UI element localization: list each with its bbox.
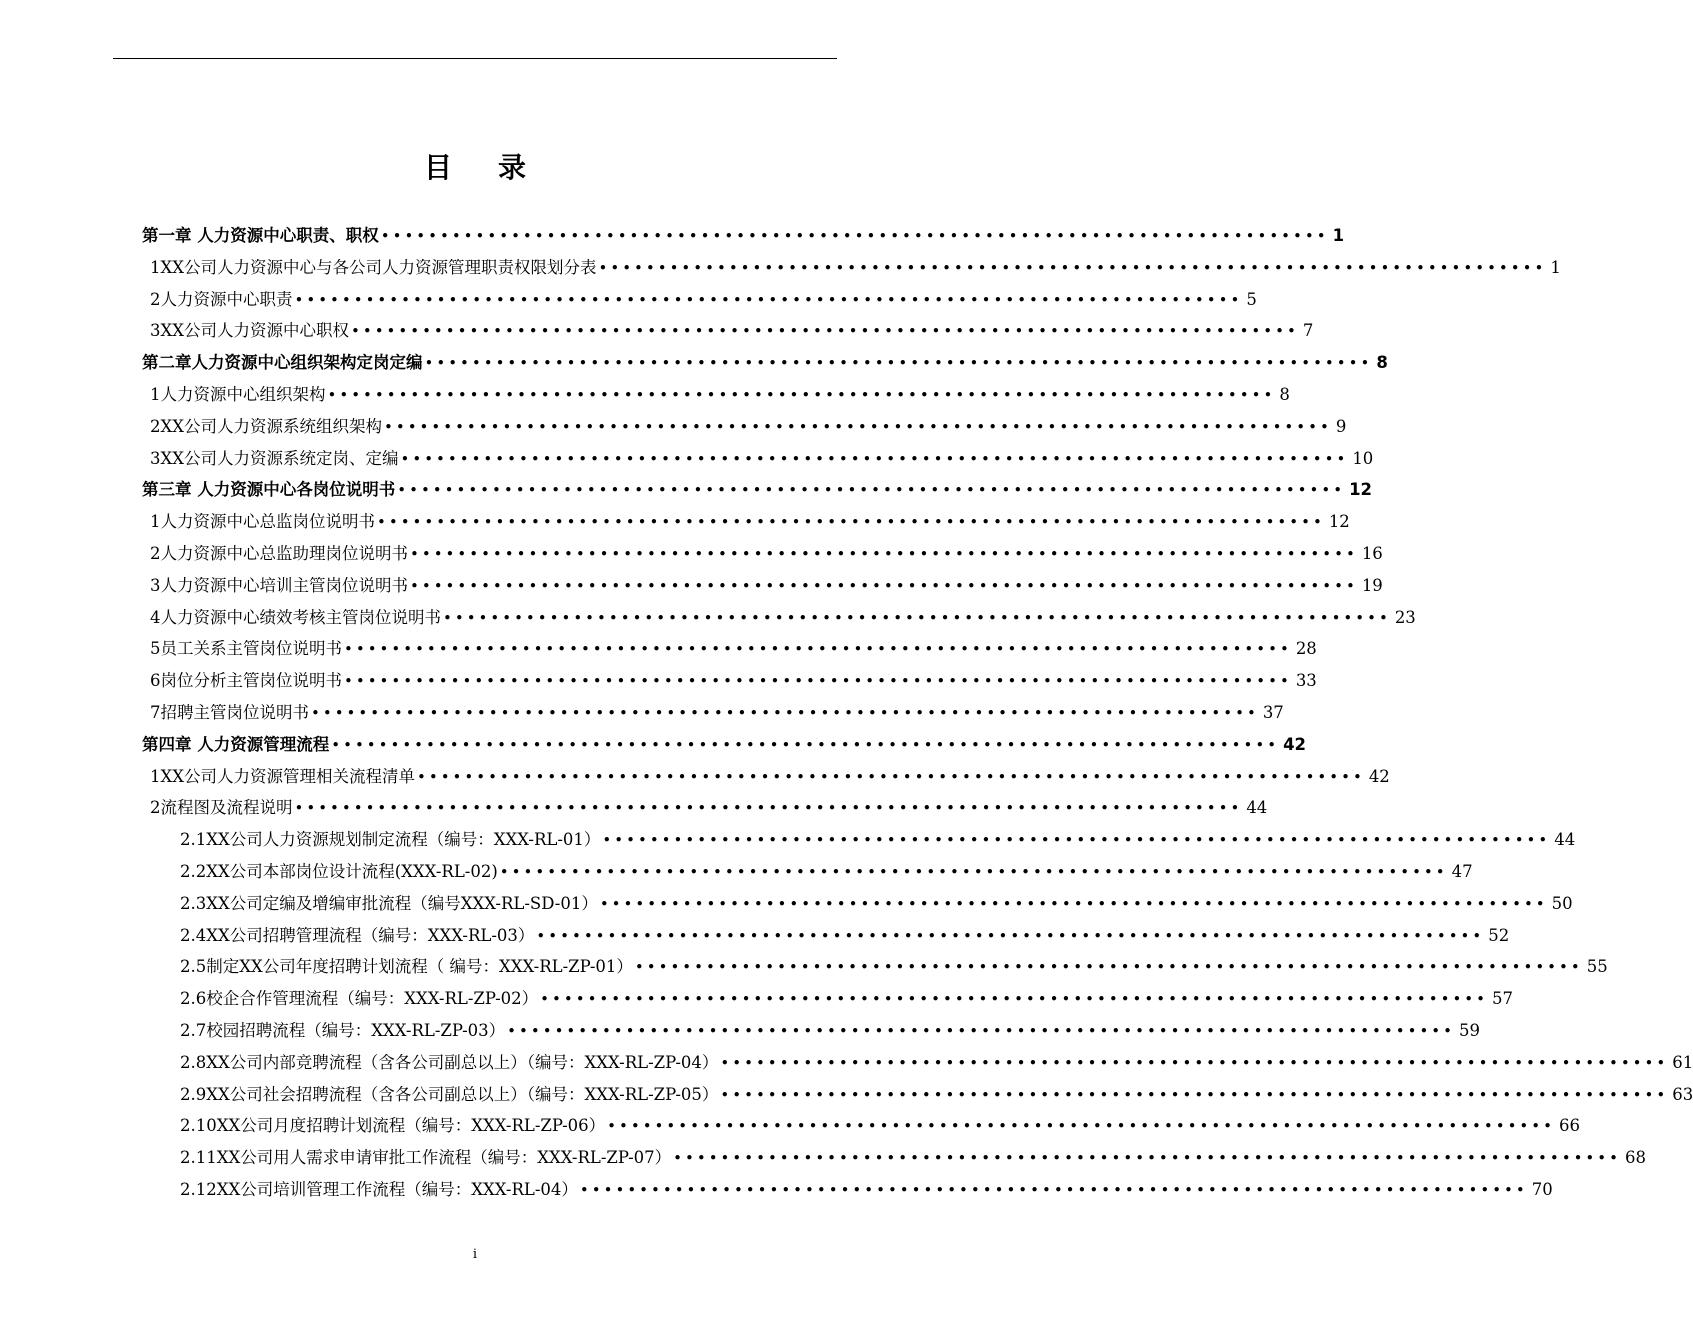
toc-page-number: 55 — [1586, 957, 1608, 977]
toc-section-entry[interactable] — [150, 286, 1257, 316]
toc-entry-text: 2.10XX公司月度招聘计划流程（编号：XXX-RL-ZP-06） — [180, 1116, 606, 1136]
toc-leader-dots: •••••••••••••••••••••••••••••••••••••••••••••••••••••••••••••••••••••••••••••••• — [424, 354, 1373, 373]
toc-leader-dots: •••••••••••••••••••••••••••••••••••••••••••••••••••••••••••••••••••••••••••••••• — [540, 990, 1488, 1009]
toc-entry-text: 2.11XX公司用人需求申请审批工作流程（编号：XXX-RL-ZP-07） — [180, 1148, 672, 1168]
page-number: i — [472, 1247, 478, 1262]
toc-leader-dots: •••••••••••••••••••••••••••••••••••••••••••••••••••••••••••••••••••••••••••••••• — [579, 1181, 1528, 1199]
toc-leader-dots: •••••••••••••••••••••••••••••••••••••••••••••••••••••••••••••••••••••••••••••••• — [384, 417, 1332, 436]
toc-page-number: 50 — [1551, 893, 1573, 913]
toc-leader-dots: •••••••••••••••••••••••••••••••••••••••••••••••••••••••••••••••••••••••••••••••• — [331, 735, 1280, 754]
toc-leader-dots: •••••••••••••••••••••••••••••••••••••••••••••••••••••••••••••••••••••••••••••••• — [351, 322, 1299, 341]
toc-page-number: 68 — [1624, 1148, 1646, 1168]
toc-leader-dots: •••••••••••••••••••••••••••••••••••••••••••••••••••••••••••••••••••••••••••••••• — [607, 1117, 1555, 1136]
toc-subsection-entry[interactable] — [180, 1049, 1693, 1079]
toc-page-number: 12 — [1349, 480, 1373, 500]
toc-subsection-entry[interactable] — [180, 1144, 1646, 1174]
toc-leader-dots: •••••••••••••••••••••••••••••••••••••••••••••••••••••••••••••••••••••••••••••••• — [410, 576, 1358, 595]
toc-leader-dots: •••••••••••••••••••••••••••••••••••••••••••••••••••••••••••••••••••••••••••••••• — [294, 290, 1243, 309]
toc-entry-text: 1人力资源中心组织架构 — [150, 385, 326, 404]
toc-entry-text: 2.5制定XX公司年度招聘计划流程（ 编号：XXX-RL-ZP-01） — [180, 957, 633, 977]
toc-page-number: 66 — [1558, 1116, 1580, 1136]
toc-leader-dots: •••••••••••••••••••••••••••••••••••••••••••••••••••••••••••••••••••••••••••••••• — [327, 386, 1276, 404]
toc-leader-dots: •••••••••••••••••••••••••••••••••••••••••••••••••••••••••••••••••••••••••••••••• — [507, 1022, 1455, 1040]
toc-entry-text: 2.1XX公司人力资源规划制定流程（编号：XXX-RL-01） — [180, 830, 601, 850]
toc-leader-dots: •••••••••••••••••••••••••••••••••••••••••••••••••••••••••••••••••••••••••••••••• — [344, 640, 1292, 659]
toc-entry-text: 第四章 人力资源管理流程 — [142, 734, 330, 754]
toc-chapter-entry[interactable] — [142, 731, 1307, 761]
toc-chapter-entry[interactable] — [142, 222, 1345, 252]
toc-section-entry[interactable] — [150, 413, 1347, 443]
toc-section-entry[interactable] — [150, 317, 1314, 347]
toc-subsection-entry[interactable] — [180, 826, 1576, 856]
toc-page-number: 42 — [1368, 766, 1390, 786]
toc-subsection-entry[interactable] — [180, 1017, 1480, 1047]
toc-entry-text: 3人力资源中心培训主管岗位说明书 — [150, 575, 408, 595]
toc-subsection-entry[interactable] — [180, 890, 1573, 920]
toc-page-number: 61 — [1672, 1052, 1693, 1072]
toc-entry-text: 6岗位分析主管岗位说明书 — [150, 671, 342, 691]
toc-page-number: 42 — [1283, 734, 1307, 754]
toc-page-number: 10 — [1352, 448, 1374, 468]
toc-leader-dots: •••••••••••••••••••••••••••••••••••••••••••••••••••••••••••••••••••••••••••••••• — [294, 799, 1243, 818]
toc-entry-text: 2XX公司人力资源系统组织架构 — [150, 416, 382, 436]
toc-section-entry[interactable] — [150, 508, 1350, 538]
toc-entry-text: 5员工关系主管岗位说明书 — [150, 639, 342, 659]
toc-subsection-entry[interactable] — [180, 858, 1473, 888]
toc-leader-dots: •••••••••••••••••••••••••••••••••••••••••••••••••••••••••••••••••••••••••••••••• — [344, 672, 1292, 691]
toc-section-entry[interactable] — [150, 604, 1416, 634]
toc-section-entry[interactable] — [150, 445, 1374, 475]
toc-entry-text: 2.9XX公司社会招聘流程（含各公司副总以上）（编号：XXX-RL-ZP-05） — [180, 1084, 719, 1104]
toc-entry-text: 2.4XX公司招聘管理流程（编号：XXX-RL-03） — [180, 925, 535, 945]
toc-page-number: 8 — [1376, 353, 1388, 373]
toc-page-number: 52 — [1488, 925, 1510, 945]
toc-leader-dots: •••••••••••••••••••••••••••••••••••••••••••••••••••••••••••••••••••••••••••••••• — [599, 894, 1548, 913]
toc-page-number: 7 — [1302, 321, 1314, 341]
toc-page-number: 44 — [1554, 830, 1576, 850]
toc-section-entry[interactable] — [150, 254, 1561, 284]
toc-page-number: 70 — [1531, 1180, 1553, 1199]
toc-page-number: 59 — [1458, 1021, 1480, 1040]
toc-leader-dots: •••••••••••••••••••••••••••••••••••••••••••••••••••••••••••••••••••••••••••••••• — [380, 227, 1329, 245]
toc-chapter-entry[interactable] — [142, 476, 1373, 506]
toc-entry-text: 2人力资源中心职责 — [150, 289, 293, 309]
toc-entry-text: 2.7校园招聘流程（编号：XXX-RL-ZP-03） — [180, 1021, 506, 1040]
toc-subsection-entry[interactable] — [180, 1081, 1693, 1111]
toc-page-number: 12 — [1328, 512, 1350, 532]
toc-leader-dots: •••••••••••••••••••••••••••••••••••••••••••••••••••••••••••••••••••••••••••••••• — [410, 545, 1358, 563]
toc-leader-dots: •••••••••••••••••••••••••••••••••••••••••••••••••••••••••••••••••••••••••••••••• — [417, 767, 1365, 786]
toc-section-entry[interactable] — [150, 794, 1268, 824]
toc-page-number: 5 — [1246, 289, 1257, 309]
toc-leader-dots: •••••••••••••••••••••••••••••••••••••••••••••••••••••••••••••••••••••••••••••••• — [311, 704, 1259, 722]
toc-page-number: 28 — [1295, 639, 1317, 659]
toc-section-entry[interactable] — [150, 699, 1284, 729]
toc-entry-text: 3XX公司人力资源系统定岗、定编 — [150, 448, 399, 468]
toc-page-number: 47 — [1451, 862, 1473, 881]
toc-section-entry[interactable] — [150, 763, 1390, 793]
toc-section-entry[interactable] — [150, 381, 1290, 411]
toc-entry-text: 7招聘主管岗位说明书 — [150, 703, 309, 722]
toc-page-number: 19 — [1361, 575, 1383, 595]
toc-subsection-entry[interactable] — [180, 922, 1510, 952]
toc-entry-text: 第三章 人力资源中心各岗位说明书 — [142, 480, 396, 500]
toc-page-number: 16 — [1361, 544, 1383, 563]
toc-leader-dots: •••••••••••••••••••••••••••••••••••••••••••••••••••••••••••••••••••••••••••••••• — [499, 863, 1448, 881]
toc-chapter-entry[interactable] — [142, 349, 1388, 379]
toc-page-number: 57 — [1491, 989, 1513, 1009]
toc-section-entry[interactable] — [150, 635, 1317, 665]
toc-page-number: 1 — [1550, 257, 1561, 277]
toc-entry-text: 第二章人力资源中心组织架构定岗定编 — [142, 353, 423, 373]
toc-leader-dots: •••••••••••••••••••••••••••••••••••••••••••••••••••••••••••••••••••••••••••••••• — [536, 926, 1485, 945]
header-rule — [113, 58, 837, 59]
toc-entry-text: 2.6校企合作管理流程（编号：XXX-RL-ZP-02） — [180, 989, 539, 1009]
toc-page-number: 37 — [1262, 703, 1284, 722]
toc-leader-dots: •••••••••••••••••••••••••••••••••••••••••••••••••••••••••••••••••••••••••••••••• — [673, 1149, 1621, 1168]
toc-entry-text: 2.3XX公司定编及增编审批流程（编号XXX-RL-SD-01） — [180, 893, 598, 913]
toc-page-number: 8 — [1279, 385, 1290, 404]
toc-subsection-entry[interactable] — [180, 985, 1513, 1015]
toc-leader-dots: •••••••••••••••••••••••••••••••••••••••••••••••••••••••••••••••••••••••••••••••• — [400, 449, 1349, 468]
toc-page-number: 1 — [1332, 226, 1345, 245]
toc-section-entry[interactable] — [150, 540, 1383, 570]
toc-entry-text: 3XX公司人力资源中心职权 — [150, 321, 349, 341]
toc-page-number: 23 — [1394, 607, 1416, 627]
toc-subsection-entry[interactable] — [180, 1176, 1553, 1206]
toc-entry-text: 2.2XX公司本部岗位设计流程(XXX-RL-02) — [180, 862, 498, 881]
page-title: 目录 — [423, 151, 572, 184]
toc-leader-dots: •••••••••••••••••••••••••••••••••••••••••••••••••••••••••••••••••••••••••••••••• — [598, 258, 1547, 277]
toc-leader-dots: •••••••••••••••••••••••••••••••••••••••••••••••••••••••••••••••••••••••••••••••• — [397, 481, 1346, 500]
toc-entry-text: 4人力资源中心绩效考核主管岗位说明书 — [150, 607, 441, 627]
toc-leader-dots: •••••••••••••••••••••••••••••••••••••••••••••••••••••••••••••••••••••••••••••••• — [602, 831, 1551, 850]
toc-entry-text: 第一章 人力资源中心职责、职权 — [142, 226, 379, 245]
toc-leader-dots: •••••••••••••••••••••••••••••••••••••••••••••••••••••••••••••••••••••••••••••••• — [377, 513, 1325, 532]
toc-entry-text: 2人力资源中心总监助理岗位说明书 — [150, 544, 408, 563]
toc-subsection-entry[interactable] — [180, 953, 1608, 983]
toc-section-entry[interactable] — [150, 667, 1317, 697]
toc-page-number: 63 — [1672, 1084, 1693, 1104]
toc-entry-text: 1人力资源中心总监岗位说明书 — [150, 512, 375, 532]
toc-entry-text: 2.12XX公司培训管理工作流程（编号：XXX-RL-04） — [180, 1180, 578, 1199]
toc-page-number: 44 — [1246, 798, 1268, 818]
toc-leader-dots: •••••••••••••••••••••••••••••••••••••••••••••••••••••••••••••••••••••••••••••••• — [634, 958, 1583, 977]
toc-leader-dots: •••••••••••••••••••••••••••••••••••••••••••••••••••••••••••••••••••••••••••••••• — [443, 608, 1391, 627]
toc-entry-text: 2流程图及流程说明 — [150, 798, 293, 818]
toc-leader-dots: •••••••••••••••••••••••••••••••••••••••••••••••••••••••••••••••••••••••••••••••• — [720, 1053, 1669, 1072]
toc-entry-text: 1XX公司人力资源中心与各公司人力资源管理职责权限划分表 — [150, 257, 597, 277]
toc-page-number: 33 — [1295, 671, 1317, 691]
toc-section-entry[interactable] — [150, 572, 1383, 602]
toc-entry-text: 1XX公司人力资源管理相关流程清单 — [150, 766, 415, 786]
toc-leader-dots: •••••••••••••••••••••••••••••••••••••••••••••••••••••••••••••••••••••••••••••••• — [720, 1085, 1669, 1104]
toc-page-number: 9 — [1335, 416, 1347, 436]
toc-entry-text: 2.8XX公司内部竞聘流程（含各公司副总以上）（编号：XXX-RL-ZP-04） — [180, 1052, 719, 1072]
toc-subsection-entry[interactable] — [180, 1112, 1580, 1142]
